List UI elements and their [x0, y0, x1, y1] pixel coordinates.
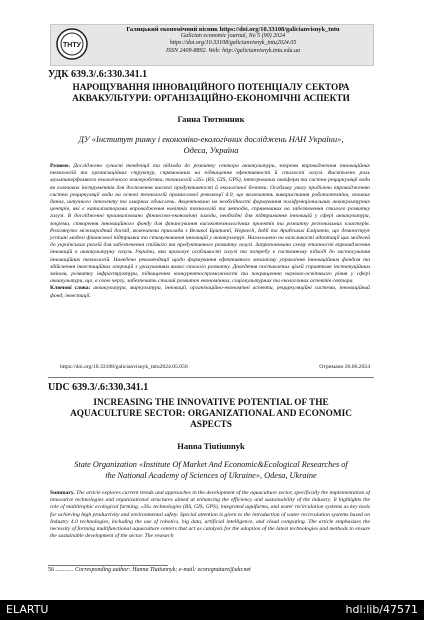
en-title-line: INCREASING THE INNOVATIVE POTENTIAL OF THE: [93, 398, 329, 408]
ua-affiliation-line: Одеса, Україна: [183, 144, 239, 155]
repository-banner: [0, 600, 424, 620]
en-affiliation-line: the National Academy of Sciences of Ukraine», Odesa, Ukraine: [105, 470, 317, 480]
received-date: Отримано 26.06.2024: [319, 364, 370, 370]
footnote-rule: [48, 565, 168, 566]
en-title-line: ASPECTS: [190, 420, 232, 430]
ua-affiliation: [48, 134, 374, 155]
en-affiliation: [48, 460, 374, 481]
en-abstract-label: Summary.: [50, 490, 75, 496]
ua-title-line: НАРОЩУВАННЯ ІННОВАЦІЙНОГО ПОТЕНЦІАЛУ СЕКТОРА: [72, 83, 350, 93]
ua-abstract: [50, 163, 370, 300]
journal-doi: https://doi.org/10.33108/galicianvisnyk_tntu2024.05: [169, 40, 297, 47]
en-title-line: AQUACULTURE SECTOR: ORGANIZATIONAL AND ECONOMIC: [70, 409, 352, 419]
en-abstract: [50, 490, 370, 560]
handle-id: hdl:lib/47571: [345, 603, 418, 616]
journal-title-ua: Галицький економічний вісник https://doi.org/10.33108/galicianvisnyk_tntu: [126, 26, 340, 33]
udk-code: УДК 639.3/.6:330.341.1: [48, 69, 148, 80]
university-logo-icon: [56, 28, 88, 60]
ua-author: Ганна Тютюнник: [177, 114, 245, 124]
en-author: Hanna Tiutiunnyk: [177, 441, 245, 451]
ua-abstract-label: Резюме.: [50, 163, 70, 169]
udc-code: UDC 639.3/.6:330.341.1: [48, 382, 149, 393]
ua-keywords: аквакультура, маркультура, інновації, організаційно-економічні аспекти, рециркуляційні системи, інноваційний фонд, інвестиції.: [50, 285, 370, 299]
page-number: 56: [48, 567, 54, 573]
en-title: [48, 398, 374, 431]
ua-abstract-text: Досліджено сучасні тенденції та підходи до розвитку сектора аквакультури, зокрема впровадження інноваційних технологій та організаційних структур, спрямованих на підвищення ефективності й сталості галузі. Висвітлено роль мультиперфомного екологічного землеробства, технологій «3S» (RS, GIS, GPS), інтегрованих аквіферм та систем рециркуляції води як ключових інструментів для досягнення високої продуктивності й екологічної безпеки. Особливу увагу приділено впровадженню систем рециркуляції води на основі технологій промислової революції 4.0, що включають використання робототехніки, великих даних, штучного інтелекту та хмарних обчислень. Акцентовано на необхідності формування поліфункціональних аквакультурних центрів, які є каталізаторами впровадження новітніх технологій та методів, спрямованих на забезпечення сталого розвитку галузі. В дослідженні проаналізовано фінансово-економічні заходи, необхідні для підтримання інновацій у сфері аквакультури, зокрема, створення інноваційного фонду для фінансування високотехнологічних проектів та розвитку регіональних кластерів. Розглянуто міжнародний досвід, включаючи приклади з Великої Британії, Норвегії, Індії та Арабських Еміратів, що демонструє успішні моделі фінансової підтримки та стимулювання інновацій у аквакультурі. Наголошено на важливості адаптації цих моделей до українських реалій для забезпечення стійкого та продуктивного розвитку галузі. Запропоновано схему етапності впровадження інновацій в аквакультурну галузь України, яка враховує особливості галузі та потребу в системному підході до застосування інноваційних технологій. Наведено рекомендації щодо формування ефективного механізму управління інноваційним фондом та здійснення інвестиційних операцій з урахуванням вимог сталого розвитку. Доведення поставлених цілей сприятиме інституційним змінам, розвитку інфраструктури, підвищенню конкурентоспроможності та покращенню науково-освітнього рівня у сфері аквакультури, що, в свою чергу, забезпечить сталий розвиток економічних, соціокультурних та екологічних аспектів сектора.: [50, 163, 370, 285]
svg-text:ТНТУ: ТНТУ: [63, 42, 81, 49]
ua-title: [48, 83, 374, 105]
journal-issn: ISSN 2409-8892. Web: http://galicianvisnyk.tntu.edu.ua: [166, 47, 300, 54]
article-meta: [60, 364, 370, 370]
ua-title-line: АКВАКУЛЬТУРИ: ОРГАНІЗАЦІЙНО-ЕКОНОМІЧНІ АСПЕКТИ: [72, 94, 350, 104]
ua-keywords-label: Ключові слова:: [50, 285, 91, 292]
corresponding-author: Corresponding author: Hanna Tiutiunnyk; e-mail: ecoregnature@ukr.net: [75, 567, 251, 573]
en-affiliation-line: State Organization «Institute Of Market And Economic&Ecological Researches of: [74, 460, 348, 469]
journal-header-text: [98, 26, 368, 55]
repository-name: ELARTU: [6, 603, 49, 616]
journal-title-en: Galician economic journal, No 5 (90) 2024: [180, 33, 286, 40]
en-abstract-text: The article explores current trends and approaches in the development of the aquaculture sector, specifically the implementation of innovative technologies and organizational structures aimed at enhancing the efficiency and sustainability of the industry. It highlights the role of multitrophic ecological farming, «3S» technologies (RS, GIS, GPS), integrated aquifarms, and water recirculation systems as key tools for achieving high productivity and environmental safety. Special attention is given to the introduction of water recirculation systems based on Industry 4.0 technologies, including the use of robotics, big data, artificial intelligence, and cloud computing. The article emphasizes the necessity of forming multifunctional aquaculture centers that act as catalysts for the adoption of the latest technologies and methods to ensure the sustainable development of the sector. The research: [50, 490, 370, 540]
page-footer: 56 ............ Corresponding author: Hanna Tiutiunnyk; e-mail: ecoregnature@ukr.net: [48, 567, 251, 573]
article-doi-link[interactable]: https://doi.org/10.33108/galicianvisnyk_tntu2024.05.056: [60, 364, 188, 370]
section-divider: [48, 377, 374, 378]
ua-affiliation-line: ДУ «Інститут ринку і економіко-екологічних досліджень НАН України»,: [78, 134, 344, 144]
